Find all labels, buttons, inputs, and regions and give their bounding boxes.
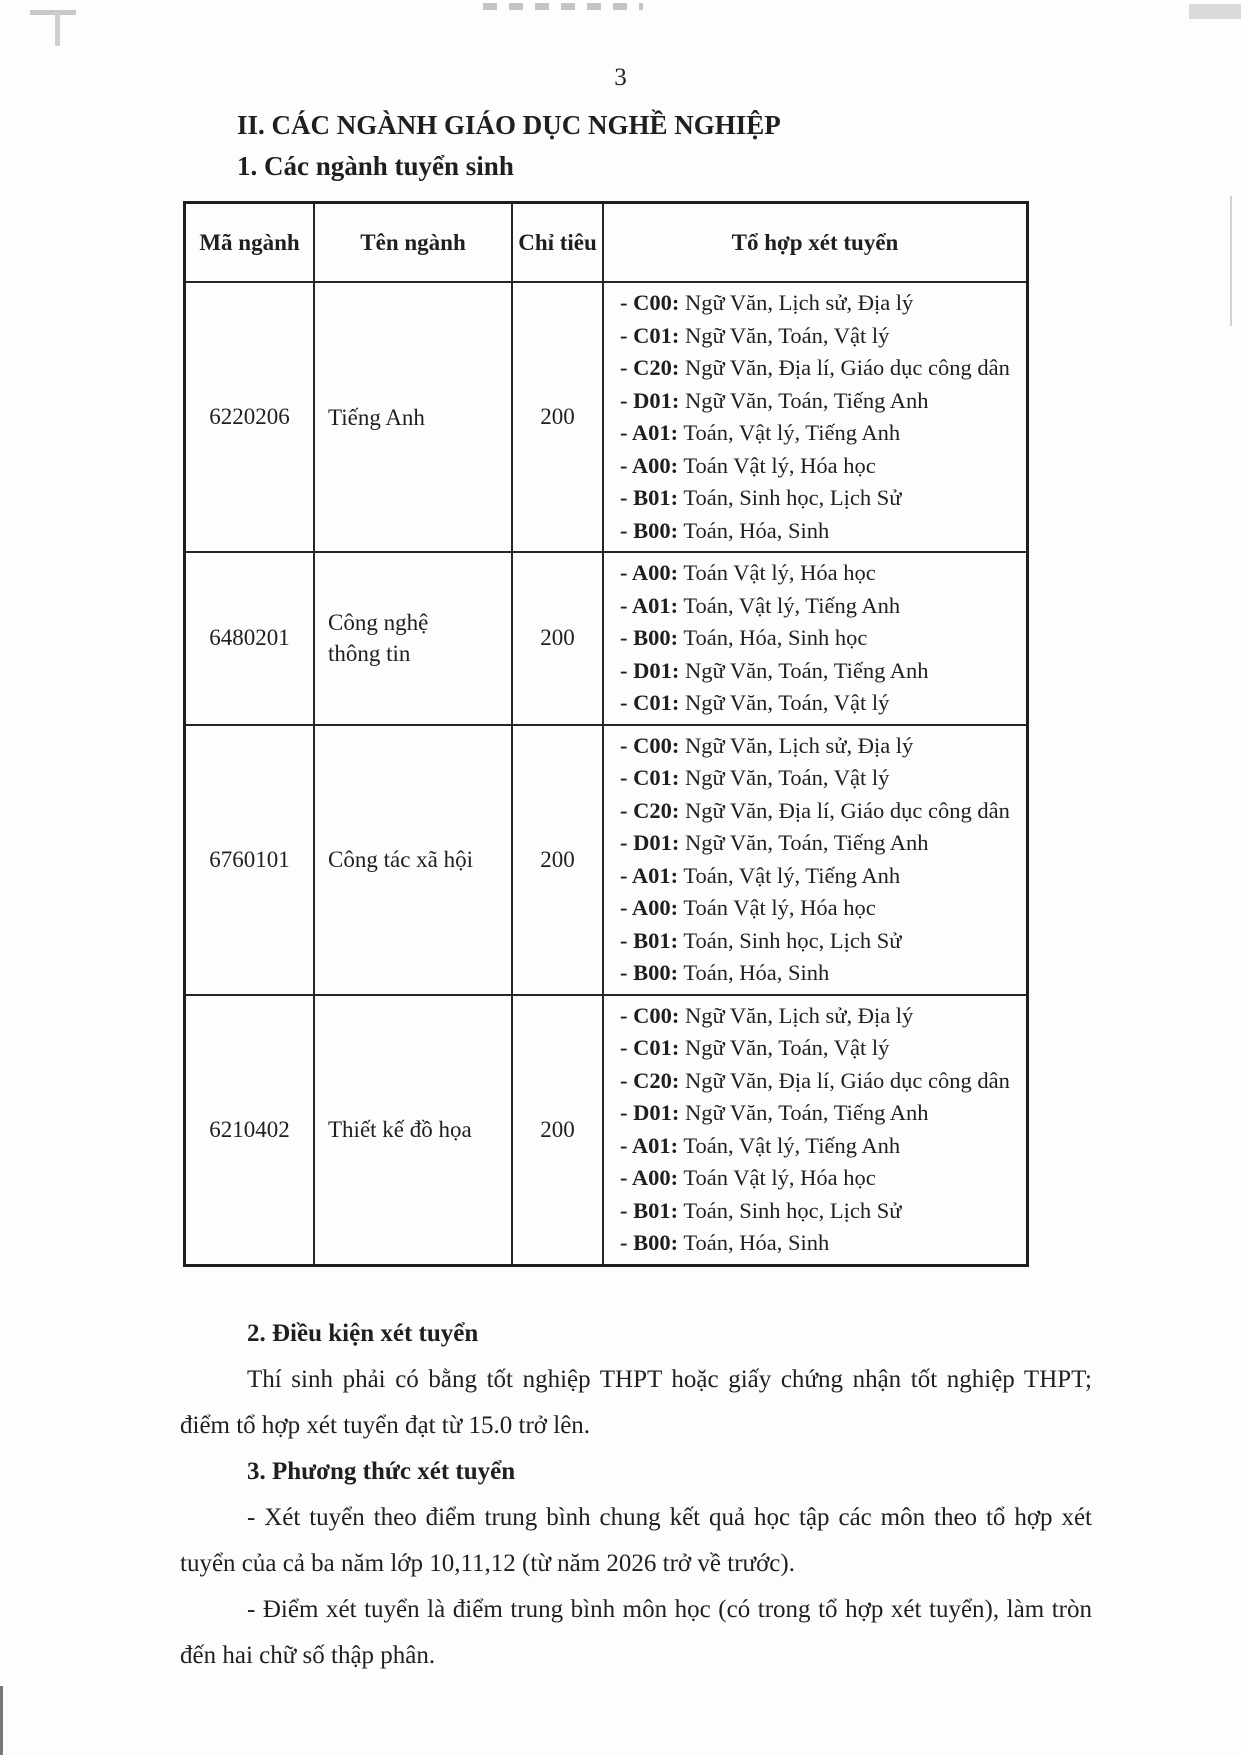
combination-code: - B00: — [620, 517, 679, 543]
major-name-cell: Thiết kế đồ họa — [314, 995, 512, 1266]
combination-line: - C20: Ngữ Văn, Địa lí, Giáo dục công dân — [620, 797, 1010, 823]
combinations-cell — [603, 552, 1028, 725]
major-row — [185, 552, 1028, 725]
scan-artifact — [30, 10, 76, 15]
combination-code: - A01: — [620, 420, 679, 445]
combination-code: - C20: — [620, 1067, 680, 1093]
subsection-heading: 1. Các ngành tuyển sinh — [237, 151, 514, 181]
combination-code: - A00: — [620, 1165, 679, 1190]
combination-line: - C01: Ngữ Văn, Toán, Vật lý — [620, 1035, 890, 1060]
combination-code: - C00: — [620, 1002, 680, 1028]
scan-artifact — [1230, 196, 1232, 326]
combination-line: - D01: Ngữ Văn, Toán, Tiếng Anh — [620, 830, 929, 855]
column-header-major-name: Tên ngành — [314, 203, 512, 283]
combination-line: - D01: Ngữ Văn, Toán, Tiếng Anh — [620, 657, 929, 683]
combination-code: - A00: — [620, 895, 679, 920]
combination-code: - B00: — [620, 960, 679, 985]
combination-line: - B01: Toán, Sinh học, Lịch Sử — [620, 1197, 902, 1223]
combination-code: - B00: — [620, 625, 679, 650]
combination-line: - B00: Toán, Hóa, Sinh — [620, 960, 830, 985]
column-header-quota: Chỉ tiêu — [512, 203, 603, 283]
combination-line: - B00: Toán, Hóa, Sinh học — [620, 625, 868, 650]
combination-code: - C00: — [620, 290, 680, 315]
combination-line: - C00: Ngữ Văn, Lịch sử, Địa lý — [620, 290, 914, 315]
quota-cell: 200 — [512, 552, 603, 725]
scan-artifact — [0, 1686, 3, 1755]
combination-line: - A00: Toán Vật lý, Hóa học — [620, 1165, 876, 1190]
combination-line: - A00: Toán Vật lý, Hóa học — [620, 895, 876, 920]
combination-code: - D01: — [620, 1100, 680, 1125]
combination-code: - A00: — [620, 560, 679, 585]
major-row — [185, 995, 1028, 1266]
combination-code: - A01: — [620, 1132, 679, 1158]
section-heading: II. CÁC NGÀNH GIÁO DỤC NGHỀ NGHIỆP — [237, 110, 781, 140]
combination-code: - A01: — [620, 592, 679, 618]
quota-cell: 200 — [512, 282, 603, 552]
table-header-row — [185, 203, 1028, 283]
quota-cell: 200 — [512, 725, 603, 995]
major-row — [185, 725, 1028, 995]
combination-line: - C01: Ngữ Văn, Toán, Vật lý — [620, 690, 890, 715]
combination-code: - D01: — [620, 387, 680, 413]
combinations-cell — [603, 995, 1028, 1266]
combination-line: - A01: Toán, Vật lý, Tiếng Anh — [620, 1132, 901, 1158]
combination-code: - B01: — [620, 1197, 679, 1223]
page-content — [180, 110, 1092, 1679]
combination-code: - C00: — [620, 732, 680, 758]
combination-code: - C01: — [620, 1035, 680, 1060]
combination-code: - C01: — [620, 322, 680, 348]
combination-line: - A01: Toán, Vật lý, Tiếng Anh — [620, 420, 901, 445]
combination-line: - B01: Toán, Sinh học, Lịch Sử — [620, 927, 902, 953]
section-paragraph: - Xét tuyển theo điểm trung bình chung kết quả học tập các môn theo tổ hợp xét tuyển của cả ba năm lớp 10,11,12 (từ năm 2026 trở về trước). — [180, 1503, 1092, 1577]
major-code-cell: 6480201 — [185, 552, 315, 725]
major-name-cell: Công nghệ thông tin — [314, 552, 512, 725]
combination-line: - A01: Toán, Vật lý, Tiếng Anh — [620, 592, 901, 618]
combination-line: - C00: Ngữ Văn, Lịch sử, Địa lý — [620, 732, 914, 758]
page-number: 3 — [614, 64, 627, 91]
major-code-cell: 6760101 — [185, 725, 315, 995]
section-paragraph: Thí sinh phải có bằng tốt nghiệp THPT hoặc giấy chứng nhận tốt nghiệp THPT; điểm tổ hợp xét tuyển đạt từ 15.0 trở lên. — [180, 1365, 1092, 1439]
quota-cell: 200 — [512, 995, 603, 1266]
combination-line: - B00: Toán, Hóa, Sinh — [620, 517, 830, 543]
combination-line: - B00: Toán, Hóa, Sinh — [620, 1230, 830, 1255]
combination-line: - A00: Toán Vật lý, Hóa học — [620, 560, 876, 585]
scan-artifact — [1189, 4, 1241, 19]
combination-code: - D01: — [620, 830, 680, 855]
section-title: 2. Điều kiện xét tuyển — [247, 1319, 479, 1347]
table-body — [185, 282, 1028, 1265]
combination-code: - C20: — [620, 355, 680, 380]
combination-line: - D01: Ngữ Văn, Toán, Tiếng Anh — [620, 387, 929, 413]
combination-code: - B01: — [620, 927, 679, 953]
combination-code: - A00: — [620, 452, 679, 478]
combinations-cell — [603, 282, 1028, 552]
combination-code: - C01: — [620, 690, 680, 715]
admission-majors-table — [183, 201, 1029, 1267]
major-code-cell: 6210402 — [185, 995, 315, 1266]
combination-code: - C20: — [620, 797, 680, 823]
combination-code: - D01: — [620, 657, 680, 683]
section-paragraph: - Điểm xét tuyển là điểm trung bình môn học (có trong tổ hợp xét tuyển), làm tròn đến hai chữ số thập phân. — [180, 1595, 1092, 1669]
table-header — [185, 203, 1028, 283]
scan-artifact — [55, 12, 60, 46]
combination-line: - C01: Ngữ Văn, Toán, Vật lý — [620, 322, 890, 348]
column-header-combinations: Tổ hợp xét tuyển — [603, 203, 1028, 283]
major-row — [185, 282, 1028, 552]
combination-line: - B01: Toán, Sinh học, Lịch Sử — [620, 485, 902, 510]
combination-code: - B01: — [620, 485, 679, 510]
combination-line: - C20: Ngữ Văn, Địa lí, Giáo dục công dân — [620, 1067, 1010, 1093]
scan-artifact — [483, 3, 643, 10]
combination-line: - C01: Ngữ Văn, Toán, Vật lý — [620, 765, 890, 790]
combination-code: - A01: — [620, 862, 679, 888]
combination-line: - A01: Toán, Vật lý, Tiếng Anh — [620, 862, 901, 888]
combination-line: - C20: Ngữ Văn, Địa lí, Giáo dục công dân — [620, 355, 1010, 380]
combinations-cell — [603, 725, 1028, 995]
major-code-cell: 6220206 — [185, 282, 315, 552]
combination-line: - C00: Ngữ Văn, Lịch sử, Địa lý — [620, 1002, 914, 1028]
section-title: 3. Phương thức xét tuyển — [247, 1457, 516, 1485]
combination-line: - A00: Toán Vật lý, Hóa học — [620, 452, 876, 478]
column-header-major-code: Mã ngành — [185, 203, 315, 283]
body-sections — [180, 1311, 1092, 1679]
major-name-cell: Công tác xã hội — [314, 725, 512, 995]
combination-line: - D01: Ngữ Văn, Toán, Tiếng Anh — [620, 1100, 929, 1125]
combination-code: - B00: — [620, 1230, 679, 1255]
combination-code: - C01: — [620, 765, 680, 790]
major-name-cell: Tiếng Anh — [314, 282, 512, 552]
